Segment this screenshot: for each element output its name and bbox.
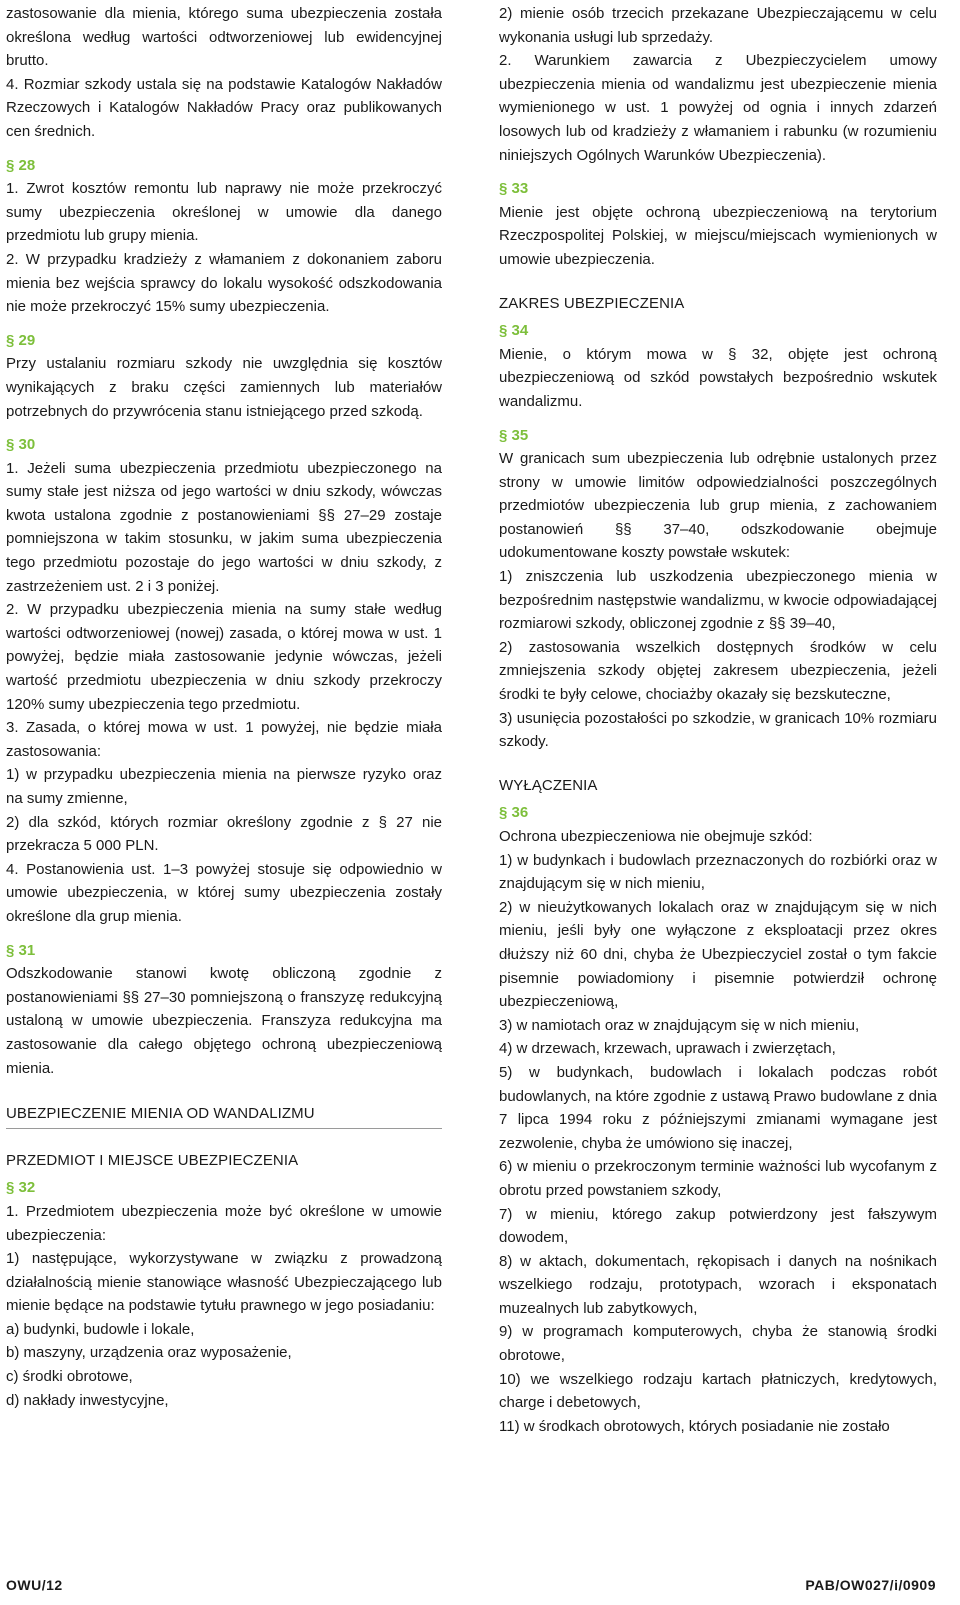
list-item: 1) zniszczenia lub uszkodzenia ubezpieczonego mienia w bezpośrednim następstwie wandalizmu, w kwocie odpowiadającej rozmiarowi szkody, obliczonej zgodnie z §§ 39–40, [499,568,937,633]
list-item: 3) w namiotach oraz w znajdującym się w nich mieniu, [499,1016,860,1034]
list-item: a) budynki, budowle i lokale, [6,1320,195,1338]
paragraph: Mienie jest objęte ochroną ubezpieczeniową na terytorium Rzeczpospolitej Polskiej, w miejscu/miejscach wymienionych w umowie ubezpieczenia. [499,203,937,268]
paragraph: 1. Jeżeli suma ubezpieczenia przedmiotu ubezpieczonego na sumy stałe jest niższa od jego wartości w dniu szkody, wówczas kwota ustalona zgodnie z postanowieniami §§ 27–29 zostaje pomniejszona w takim stosunku, w jakim suma ubezpieczenia tego przedmiotu pozostaje do jego wartości w dniu szkody, z zastrzeżeniem ust. 2 i 3 poniżej. [6,459,442,595]
list-item: 6) w mieniu o przekroczonym terminie ważności lub wycofanym z obrotu przed powstaniem szkody, [499,1158,937,1199]
list-item: 11) w środkach obrotowych, których posiadanie nie zostało [499,1417,890,1435]
list-item: 2) w nieużytkowanych lokalach oraz w znajdującym się w nich mieniu, jeśli były one wyłączone z eksploatacji przez okres dłuższy niż 60 dni, chyba że Ubezpieczyciel został o tym fakcie pisemnie powiadomiony i pisemnie potwierdził ochronę ubezpieczeniową, [499,898,937,1011]
paragraph: 3. Zasada, o której mowa w ust. 1 powyżej, nie będzie miała zastosowania: [6,719,442,760]
chapter-heading: WYŁĄCZENIA [499,776,598,794]
section-number: § 35 [499,426,529,444]
paragraph: 1. Zwrot kosztów remontu lub naprawy nie może przekroczyć sumy ubezpieczenia określonej w umowie dla danego przedmiotu lub grupy mienia. [6,180,442,245]
section-number: § 34 [499,322,529,340]
paragraph: 2. W przypadku kradzieży z włamaniem z dokonaniem zaboru mienia bez wejścia sprawcy do lokalu wysokość odszkodowania nie może przekroczyć 15% sumy ubezpieczenia. [6,250,442,316]
left-column [6,2,442,1412]
paragraph: zastosowanie dla mienia, którego suma ubezpieczenia została określona według wartości odtworzeniowej lub ewidencyjnej brutto. [6,5,442,70]
section-number: § 29 [6,331,36,349]
list-item: 2) mienie osób trzecich przekazane Ubezpieczającemu w celu wykonania usługi lub sprzedaży. [499,5,937,46]
list-item: c) środki obrotowe, [6,1368,133,1386]
list-item: 10) we wszelkiego rodzaju kartach płatniczych, kredytowych, charge i debetowych, [499,1370,937,1412]
list-item: 8) w aktach, dokumentach, rękopisach i danych na nośnikach wszelkiego rodzaju, prototypach, wzorach i eksponatach muzealnych lub zabytkowych, [499,1252,937,1317]
list-item: 9) w programach komputerowych, chyba że stanowią środki obrotowe, [499,1323,937,1365]
list-item: 3) usunięcia pozostałości po szkodzie, w granicach 10% rozmiaru szkody. [499,709,937,751]
section-number: § 28 [6,156,36,174]
section-number: § 31 [6,941,36,959]
list-item: 1) następujące, wykorzystywane w związku z prowadzoną działalnością mienie stanowiące własność Ubezpieczającego lub mienie będące na podstawie tytułu prawnego w jego posiadaniu: [6,1250,442,1315]
paragraph: W granicach sum ubezpieczenia lub odrębnie ustalonych przez strony w umowie limitów odpowiedzialności poszczególnych przedmiotów ubezpieczenia lub grup mienia, z zachowaniem postanowień §§ 37–40, odszkodowanie obejmuje udokumentowane koszty powstałe wskutek: [499,450,937,562]
paragraph: 2. W przypadku ubezpieczenia mienia na sumy stałe według wartości odtworzeniowej (nowej) zasada, o której mowa w ust. 1 powyżej, będzie miała zastosowanie jedynie wówczas, jeżeli wartość przedmiotu ubezpieczenia w dniu szkody przekroczy 120% sumy ubezpieczenia tego przedmiotu. [6,601,442,713]
subchapter-heading: PRZEDMIOT I MIEJSCE UBEZPIECZENIA [6,1151,299,1169]
list-item: 2) zastosowania wszelkich dostępnych środków w celu zmniejszenia szkody objętej zakresem ubezpieczenia, jeżeli środki te były celowe, chociażby okazały się bezskuteczne, [499,638,937,704]
footer-form-code: PAB/OW027/i/0909 [805,1577,936,1593]
right-column [499,2,937,1438]
list-item: 7) w mieniu, którego zakup potwierdzony jest fałszywym dowodem, [499,1205,937,1247]
chapter-heading: UBEZPIECZENIE MIENIA OD WANDALIZMU [6,1102,442,1129]
paragraph: 4. Rozmiar szkody ustala się na podstawie Katalogów Nakładów Rzeczowych i Katalogów Nakładów Pracy oraz publikowanych cen średnich. [6,75,442,140]
section-number: § 36 [499,804,529,822]
paragraph: Odszkodowanie stanowi kwotę obliczoną zgodnie z postanowieniami §§ 27–30 pomniejszoną o franszyzę redukcyjną ustaloną w umowie ubezpieczenia. Franszyza redukcyjna ma zastosowanie dla całego objętego ochroną ubezpieczeniową mienia. [6,965,442,1077]
paragraph: Przy ustalaniu rozmiaru szkody nie uwzględnia się kosztów wynikających z braku części zamiennych lub materiałów potrzebnych do przywrócenia stanu istniejącego przed szkodą. [6,355,442,420]
list-item: d) nakłady inwestycyjne, [6,1391,169,1409]
paragraph: 4. Postanowienia ust. 1–3 powyżej stosuje się odpowiednio w umowie ubezpieczenia, w której sumy ubezpieczenia zostały określone dla grup mienia. [6,860,442,925]
paragraph: 1. Przedmiotem ubezpieczenia może być określone w umowie ubezpieczenia: [6,1202,442,1244]
list-item: 2) dla szkód, których rozmiar określony zgodnie z § 27 nie przekracza 5 000 PLN. [6,813,442,855]
paragraph: Ochrona ubezpieczeniowa nie obejmuje szkód: [499,828,813,845]
paragraph: 2. Warunkiem zawarcia z Ubezpieczycielem umowy ubezpieczenia mienia od wandalizmu jest ubezpieczenie mienia wymienionego w ust. 1 powyżej od ognia i innych zdarzeń losowych lub od kradzieży z włamaniem i rabunku (w rozumieniu niniejszych Ogólnych Warunków Ubezpieczenia). [499,52,937,164]
list-item: 4) w drzewach, krzewach, uprawach i zwierzętach, [499,1040,836,1058]
list-item: b) maszyny, urządzenia oraz wyposażenie, [6,1344,292,1362]
chapter-heading: ZAKRES UBEZPIECZENIA [499,294,685,312]
section-number: § 33 [499,180,529,198]
list-item: 5) w budynkach, budowlach i lokalach podczas robót budowlanych, na które zgodnie z ustawą Prawo budowlane z dnia 7 lipca 1994 roku z późniejszymi zmianami wymagane jest zezwolenie, chyba że umówiono się inaczej, [499,1063,937,1152]
section-number: § 30 [6,436,36,454]
footer-document-code: OWU/12 [6,1577,63,1593]
list-item: 1) w przypadku ubezpieczenia mienia na pierwsze ryzyko oraz na sumy zmienne, [6,766,442,807]
paragraph: Mienie, o którym mowa w § 32, objęte jest ochroną ubezpieczeniową od szkód powstałych bezpośrednio wskutek wandalizmu. [499,345,937,410]
list-item: 1) w budynkach i budowlach przeznaczonych do rozbiórki oraz w znajdującym się w nich mieniu, [499,851,937,893]
section-number: § 32 [6,1179,36,1197]
